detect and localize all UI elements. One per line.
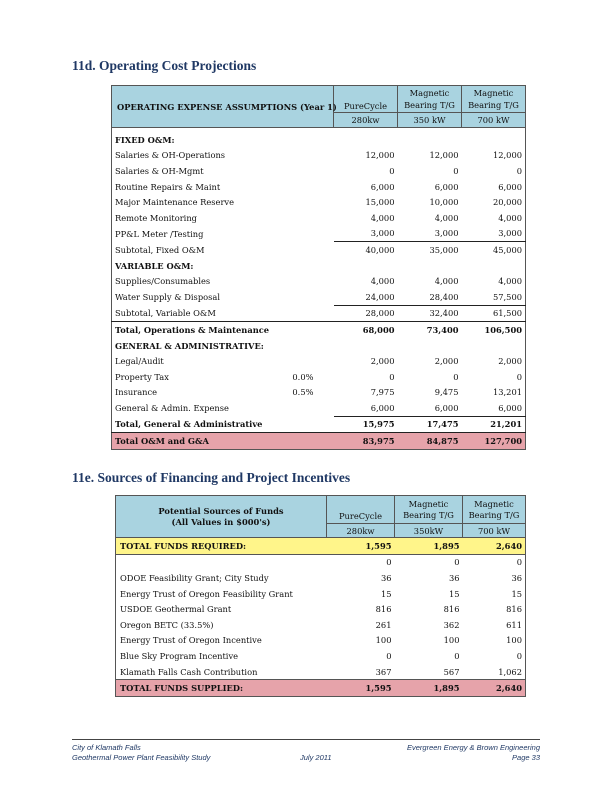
funds-row <box>116 554 526 570</box>
opex-row-label: Legal/Audit <box>115 356 164 367</box>
funds-cell: 367 <box>375 666 392 677</box>
opex-cell <box>462 338 526 354</box>
opex-row-percent <box>242 226 334 242</box>
opex-row-label: GENERAL & ADMINISTRATIVE: <box>115 340 264 351</box>
opex-row-percent <box>242 132 334 148</box>
funds-row-label: Energy Trust of Oregon Feasibility Grant <box>120 588 293 599</box>
opex-cell: 10,000 <box>429 197 459 208</box>
section-d-title: 11d. Operating Cost Projections <box>72 58 257 73</box>
opex-cell: 12,000 <box>492 150 522 161</box>
funds-cell: 36 <box>511 572 522 583</box>
funds-cell: 15 <box>511 588 522 599</box>
opex-row-label: Total, Operations & Maintenance <box>115 324 270 335</box>
funds-row <box>116 617 526 633</box>
funds-cell: 816 <box>375 604 392 615</box>
opex-cell <box>334 338 398 354</box>
funds-row <box>116 633 526 649</box>
opex-row <box>112 385 526 401</box>
opex-row-label: Salaries & OH-Mgmt <box>115 165 204 176</box>
opex-col-name-3: Magnetic Bearing T/G <box>462 86 526 113</box>
opex-cell: 12,000 <box>365 150 395 161</box>
funds-cell: 0 <box>454 650 460 661</box>
opex-row-percent <box>242 433 334 450</box>
funds-cell: 0 <box>454 557 460 568</box>
footer-page-number: Page 33 <box>512 753 540 762</box>
opex-row-percent <box>242 353 334 369</box>
opex-row <box>112 400 526 416</box>
funds-row-label: TOTAL FUNDS SUPPLIED: <box>116 680 327 697</box>
funds-row-label: TOTAL FUNDS REQUIRED: <box>116 538 327 555</box>
funds-cell: 0 <box>386 650 392 661</box>
opex-cell: 24,000 <box>334 289 398 305</box>
opex-cell: 0 <box>516 165 522 176</box>
funds-col-unit-1: 280kw <box>327 524 395 538</box>
funds-row <box>116 586 526 602</box>
funds-cell: 15 <box>380 588 392 599</box>
footer-left-line1: City of Klamath Falls <box>72 743 141 752</box>
opex-cell: 9,475 <box>434 387 459 398</box>
funds-cell: 816 <box>506 604 522 615</box>
opex-cell: 3,000 <box>462 226 526 242</box>
opex-row <box>112 163 526 179</box>
opex-cell: 73,400 <box>426 324 459 335</box>
funds-col-unit-2: 350kW <box>395 524 463 538</box>
opex-row-percent <box>242 210 334 226</box>
opex-cell: 0 <box>389 165 395 176</box>
funds-cell: 1,062 <box>498 666 522 677</box>
opex-cell: 28,000 <box>334 305 398 322</box>
opex-row-label: FIXED O&M: <box>115 134 175 145</box>
opex-cell: 35,000 <box>429 244 459 255</box>
opex-col-name-2: Magnetic Bearing T/G <box>398 86 462 113</box>
opex-cell: 4,000 <box>434 276 459 287</box>
opex-row-percent <box>242 400 334 416</box>
opex-cell: 4,000 <box>434 212 459 223</box>
funds-cell: 0 <box>386 557 392 568</box>
opex-row-percent <box>242 258 334 274</box>
footer-rule <box>72 739 540 740</box>
opex-row-percent <box>242 273 334 289</box>
opex-cell: 0 <box>389 371 395 382</box>
opex-cell: 15,000 <box>365 197 395 208</box>
opex-cell: 21,201 <box>462 416 526 433</box>
opex-cell: 28,400 <box>398 289 462 305</box>
opex-cell: 84,875 <box>398 433 462 450</box>
opex-row-label: VARIABLE O&M: <box>115 260 194 271</box>
funds-row-label: Klamath Falls Cash Contribution <box>120 666 258 677</box>
opex-cell: 40,000 <box>365 244 395 255</box>
opex-row-label: Total, General & Administrative <box>112 416 242 433</box>
funds-cell: 611 <box>506 619 522 630</box>
opex-cell: 83,975 <box>334 433 398 450</box>
opex-cell <box>398 258 462 274</box>
funds-row-label: ODOE Feasibility Grant; City Study <box>120 572 269 583</box>
opex-row-label: Remote Monitoring <box>115 212 197 223</box>
opex-cell: 68,000 <box>362 324 395 335</box>
funds-header-line2: (All Values in $000's) <box>171 516 271 527</box>
opex-cell: 0 <box>516 371 522 382</box>
opex-row-percent: 0.0% <box>292 371 314 382</box>
opex-row-label: Total O&M and G&A <box>112 433 242 450</box>
funds-cell: 100 <box>506 635 522 646</box>
opex-row <box>112 132 526 148</box>
opex-row-label: Property Tax <box>115 371 169 382</box>
funds-cell: 100 <box>443 635 460 646</box>
funds-row-label <box>116 554 327 570</box>
opex-row <box>112 179 526 195</box>
opex-row-percent <box>242 194 334 210</box>
funding-sources-table <box>115 495 526 697</box>
opex-cell: 6,000 <box>334 400 398 416</box>
funds-col-name-2: Magnetic Bearing T/G <box>395 496 463 524</box>
opex-cell: 57,500 <box>462 289 526 305</box>
funds-col-unit-3: 700 kW <box>463 524 526 538</box>
funds-row <box>116 570 526 586</box>
opex-row-percent <box>242 148 334 164</box>
opex-cell: 2,000 <box>434 356 459 367</box>
opex-cell: 7,975 <box>370 387 395 398</box>
opex-row <box>112 305 526 322</box>
opex-cell: 127,700 <box>462 433 526 450</box>
opex-col-unit-3: 700 kW <box>462 113 526 128</box>
opex-row <box>112 194 526 210</box>
funds-col-name-1: PureCycle <box>327 496 395 524</box>
opex-row-percent <box>242 289 334 305</box>
funds-cell: 36 <box>380 572 392 583</box>
opex-row <box>112 210 526 226</box>
opex-col-name-1: PureCycle <box>334 86 398 113</box>
opex-cell: 4,000 <box>370 276 395 287</box>
opex-row-percent <box>242 179 334 195</box>
funds-cell: 1,895 <box>395 538 463 555</box>
funds-cell: 1,895 <box>395 680 463 697</box>
funds-col-name-3: Magnetic Bearing T/G <box>463 496 526 524</box>
funds-header-line1: Potential Sources of Funds <box>158 505 284 516</box>
opex-row <box>112 289 526 305</box>
opex-cell: 2,000 <box>498 356 522 367</box>
funds-row <box>116 680 526 697</box>
footer-left-line2: Geothermal Power Plant Feasibility Study <box>72 753 211 762</box>
funds-row <box>116 538 526 555</box>
opex-row <box>112 353 526 369</box>
opex-cell: 6,000 <box>434 181 459 192</box>
operating-expense-table <box>111 85 526 450</box>
opex-cell: 17,475 <box>398 416 462 433</box>
opex-row <box>112 148 526 164</box>
opex-row <box>112 258 526 274</box>
opex-cell: 12,000 <box>429 150 459 161</box>
funds-cell: 0 <box>516 650 522 661</box>
opex-row-label: Major Maintenance Reserve <box>115 197 235 208</box>
opex-row-label: Salaries & OH-Operations <box>115 150 226 161</box>
opex-cell: 15,975 <box>334 416 398 433</box>
section-e-title: 11e. Sources of Financing and Project Incentives <box>72 470 351 485</box>
funds-row-label: USDOE Geothermal Grant <box>120 604 232 615</box>
funds-cell: 816 <box>443 604 460 615</box>
opex-cell <box>398 132 462 148</box>
opex-header-label: OPERATING EXPENSE ASSUMPTIONS (Year 1) <box>112 86 334 128</box>
opex-row-label: General & Admin. Expense <box>115 403 229 414</box>
funds-cell: 100 <box>375 635 392 646</box>
opex-cell: 3,000 <box>398 226 462 242</box>
opex-cell: 2,000 <box>370 356 395 367</box>
opex-row-label: Routine Repairs & Maint <box>115 181 221 192</box>
opex-row <box>112 226 526 242</box>
funds-cell: 0 <box>516 557 522 568</box>
funds-cell: 567 <box>443 666 460 677</box>
opex-row-label: Subtotal, Fixed O&M <box>115 244 205 255</box>
opex-row-label: Insurance <box>115 387 158 398</box>
opex-row <box>112 338 526 354</box>
opex-cell <box>334 258 398 274</box>
footer-date: July 2011 <box>300 753 332 762</box>
opex-row <box>112 433 526 450</box>
opex-cell: 3,000 <box>334 226 398 242</box>
opex-row-percent: 0.5% <box>292 387 314 398</box>
funds-row-label: Blue Sky Program Incentive <box>120 650 239 661</box>
funds-cell: 362 <box>443 619 460 630</box>
opex-row-label: Supplies/Consumables <box>115 276 211 287</box>
opex-cell: 6,000 <box>498 181 522 192</box>
opex-cell: 0 <box>453 165 459 176</box>
funds-cell: 2,640 <box>463 680 526 697</box>
opex-cell <box>462 258 526 274</box>
opex-row <box>112 369 526 385</box>
opex-cell: 61,500 <box>462 305 526 322</box>
opex-cell: 4,000 <box>370 212 395 223</box>
opex-row-label: Water Supply & Disposal <box>115 291 220 302</box>
funds-row-label: Oregon BETC (33.5%) <box>120 619 214 630</box>
opex-cell: 45,000 <box>492 244 522 255</box>
opex-row <box>112 416 526 433</box>
opex-row <box>112 242 526 258</box>
opex-cell: 106,500 <box>484 324 522 335</box>
funds-cell: 1,595 <box>327 680 395 697</box>
opex-row <box>112 322 526 338</box>
opex-row-percent <box>242 163 334 179</box>
opex-cell: 13,201 <box>492 387 522 398</box>
opex-cell <box>334 132 398 148</box>
opex-cell: 4,000 <box>498 212 522 223</box>
opex-row-percent <box>242 242 334 258</box>
footer-right-line1: Evergreen Energy & Brown Engineering <box>407 743 540 752</box>
opex-cell <box>462 132 526 148</box>
opex-row-label: PP&L Meter /Testing <box>115 228 204 239</box>
opex-row-percent <box>242 305 334 322</box>
funds-row-label: Energy Trust of Oregon Incentive <box>120 635 262 646</box>
funds-cell: 36 <box>448 572 460 583</box>
opex-col-unit-2: 350 kW <box>398 113 462 128</box>
opex-row <box>112 273 526 289</box>
opex-cell: 4,000 <box>498 276 522 287</box>
opex-cell: 6,000 <box>370 181 395 192</box>
funds-row <box>116 601 526 617</box>
funds-cell: 1,595 <box>327 538 395 555</box>
opex-cell: 0 <box>453 371 459 382</box>
funds-cell: 2,640 <box>463 538 526 555</box>
opex-cell: 32,400 <box>398 305 462 322</box>
funds-row <box>116 664 526 680</box>
funds-row <box>116 648 526 664</box>
opex-col-unit-1: 280kw <box>334 113 398 128</box>
opex-cell: 6,000 <box>398 400 462 416</box>
opex-cell <box>398 338 462 354</box>
funds-cell: 15 <box>448 588 460 599</box>
funds-cell: 261 <box>375 619 392 630</box>
opex-cell: 6,000 <box>462 400 526 416</box>
opex-cell: 20,000 <box>492 197 522 208</box>
opex-row-label: Subtotal, Variable O&M <box>112 305 242 322</box>
funds-header-label <box>116 496 327 538</box>
